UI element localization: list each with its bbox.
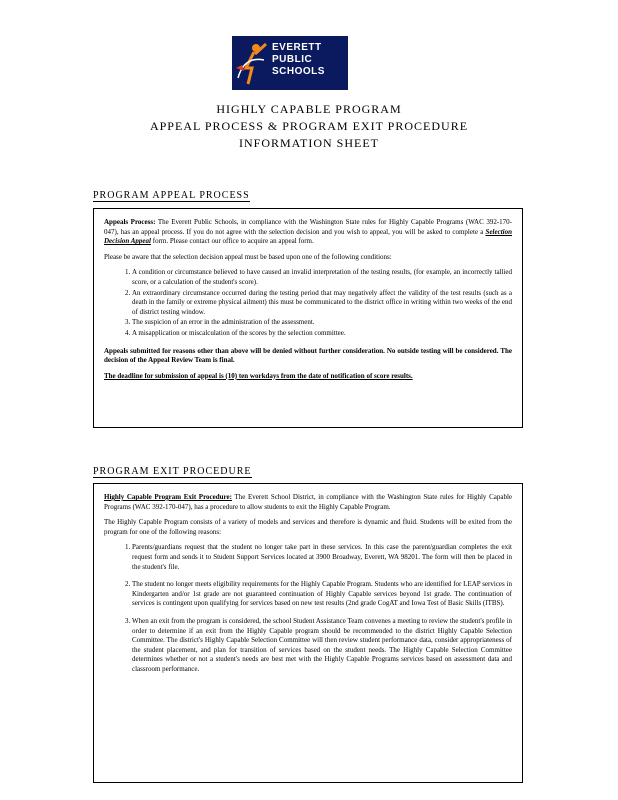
appeal-conditions-list: [104, 268, 512, 338]
logo-text-3: SCHOOLS: [272, 66, 325, 77]
list-item: 2. The student no longer meets eligibility requirements for the Highly Capable Program. Students who are identified for LEAP services in Kindergarten and/or 1st grade are not guaranteed continuation of Highly Capable services beyond 1st grade. The continuation of services is contingent upon qualifying for services based on new test results (2nd grade CogAT and Iowa Test of Basic Skills (ITBS).: [132, 580, 512, 609]
appeal-deadline: The deadline for submission of appeal is (10) ten workdays from the date of notification of score results.: [104, 371, 413, 380]
list-item: 3. When an exit from the program is considered, the school Student Assistance Team convenes a meeting to review the student's profile in order to determine if an exit from the Highly Capable program should be recommended to the district Highly Capable Selection Committee. The district's Highly Capable Selection Committee will then review student performance data, consider appropriateness of the student placement, and plan for transition of services based on the student needs. The Highly Capable Selection Committee determines whether or not a student's needs are best met with the Highly Capable Programs services based on assessment data and classroom performance.: [132, 617, 512, 675]
title-line-2: APPEAL PROCESS & PROGRAM EXIT PROCEDURE: [149, 119, 469, 133]
exit-intro: Highly Capable Program Exit Procedure: The Everett School District, in compliance with the Washington State rules for Highly Capable Programs (WAC 392-170-047), has a procedure to allow students to exit the Highly Capable Program.: [104, 493, 513, 511]
title-line-3: INFORMATION SHEET: [239, 136, 379, 150]
district-logo: [232, 36, 348, 90]
appeal-form-name: Selection Decision Appeal: [104, 227, 512, 246]
exit-reasons-intro: The Highly Capable Program consists of a variety of models and services and therefore is dynamic and fluid. Students will be exited from the program for one of the following reasons:: [104, 518, 512, 536]
student-figure-icon: [234, 38, 272, 88]
appeal-intro: Appeals Process: The Everett Public Schools, in compliance with the Washington State rules for Highly Capable Programs (WAC 392-170-047), has an appeal process. If you do not agree with the selection decision and you wish to appeal, you will be asked to complete a Selection Decision Appeal form. Please contact our office to acquire an appeal form.: [104, 218, 512, 246]
appeal-conditions-intro: Please be aware that the selection decision appeal must be based upon one of the following conditions:: [104, 252, 392, 261]
exit-box: [93, 483, 523, 783]
list-item: 1. Parents/guardians request that the student no longer take part in these services. In this case the parent/guardian completes the exit request form and sends it to Student Support Services located at 3900 Broadway, Everett, WA 98201. The form will then be placed in the student's file.: [132, 543, 512, 572]
appeal-heading: PROGRAM APPEAL PROCESS: [93, 190, 250, 201]
list-item: 4. A misapplication or miscalculation of the scores by the selection committee.: [132, 329, 512, 339]
list-item: 1. A condition or circumstance believed to have caused an invalid interpretation of the testing results, (for example, an incorrectly tallied score, or a calculation of the student's score).: [132, 268, 512, 287]
logo-text-2: PUBLIC: [272, 54, 313, 65]
exit-heading: PROGRAM EXIT PROCEDURE: [93, 466, 252, 477]
list-item: 2. An extraordinary circumstance occurred during the testing period that may negatively affect the validity of the test results (such as a death in the family or extreme physical ailment) this must be communicated to the district office in writing within two weeks of the end of district testing window.: [132, 289, 512, 318]
exit-reasons-list: [104, 543, 512, 674]
appeal-box: [93, 208, 523, 428]
list-item: 3. The suspicion of an error in the administration of the assessment.: [132, 318, 512, 328]
logo-text-1: EVERETT: [272, 42, 322, 53]
appeal-denied-note: Appeals submitted for reasons other than above will be denied without further consideration. No outside testing will be considered. The decision of the Appeal Review Team is final.: [104, 346, 512, 365]
title-line-1: HIGHLY CAPABLE PROGRAM: [216, 102, 402, 116]
